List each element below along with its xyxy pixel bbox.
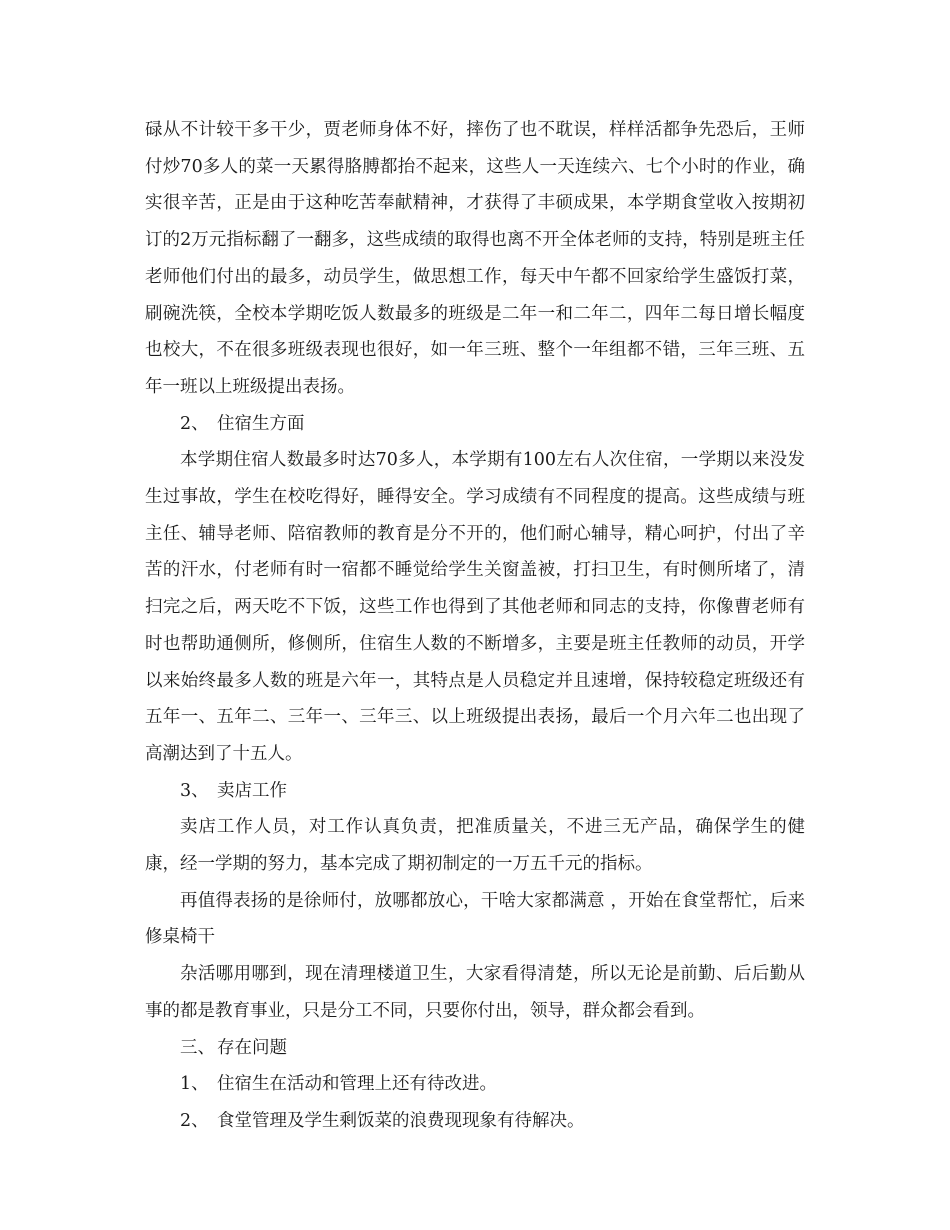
item-text: 住宿生在活动和管理上还有待改进。 [217,1074,497,1095]
paragraph-chores: 杂活哪用哪到，现在清理楼道卫生，大家看得清楚，所以无论是前勤、后后勤从事的都是教育事业，只是分工不同，只要你付出，领导，群众都会看到。 [145,964,805,1021]
heading-number: 2、 [180,413,209,434]
item-text: 食堂管理及学生剩饭菜的浪费现现象有待解决。 [217,1110,585,1131]
paragraph-boarding: 本学期住宿人数最多时达70多人，本学期有100左右人次住宿，一学期以来没发生过事故，学生在校吃得好，睡得安全。学习成绩有不同程度的提高。这些成绩与班主任、辅导老师、陪宿教师的教育是分不开的，他们耐心辅导，精心呵护，付出了辛苦的汗水，付老师有时一宿都不睡觉给学生关窗盖被，打扫卫生，有时侧所堵了，清扫完之后，两天吃不下饭，这些工作也得到了其他老师和同志的支持，你像曹老师有时也帮助通侧所，修侧所，住宿生人数的不断增多，主要是班主任教师的动员，开学以来始终最多人数的班是六年一，其特点是人员稳定并且速增，保持较稳定班级还有五年一、五年二、三年一、三年三、以上班级提出表扬，最后一个月六年二也出现了高潮达到了十五人。 [145,450,805,764]
section-heading-store [145,773,805,810]
heading-title: 存在问题 [217,1037,287,1058]
issue-item-2 [145,1103,805,1140]
heading-number: 3、 [180,780,209,801]
item-number: 1、 [180,1074,209,1095]
issue-item-1 [145,1066,805,1103]
paragraph-canteen-summary: 碌从不计较干多干少，贾老师身体不好，摔伤了也不耽误，样样活都争先恐后，王师付炒70多人的菜一天累得胳膊都抬不起来，这些人一天连续六、七个小时的作业，确实很辛苦，正是由于这种吃苦奉献精神，才获得了丰硕成果，本学期食堂收入按期初订的2万元指标翻了一翻多，这些成绩的取得也离不开全体老师的支持，特别是班主任老师他们付出的最多，动员学生，做思想工作，每天中午都不回家给学生盛饭打菜，刷碗洗筷，全校本学期吃饭人数最多的班级是二年一和二年二，四年二每日增长幅度也校大，不在很多班级表现也很好，如一年三班、整个一年组都不错，三年三班、五年一班以上班级提出表扬。 [145,120,805,397]
section-heading-boarding [145,406,805,443]
section-heading-issues [145,1030,805,1067]
heading-title: 住宿生方面 [217,413,305,434]
document-body [145,112,805,1140]
heading-number: 三、 [180,1037,215,1058]
item-number: 2、 [180,1110,209,1131]
paragraph-praise: 再值得表扬的是徐师付，放哪都放心，干啥大家都满意 ，开始在食堂帮忙，后来修桌椅干 [145,890,805,948]
heading-title: 卖店工作 [217,780,287,801]
paragraph-store: 卖店工作人员，对工作认真负责，把准质量关，不进三无产品，确保学生的健康，经一学期的努力，基本完成了期初制定的一万五千元的指标。 [145,817,805,875]
